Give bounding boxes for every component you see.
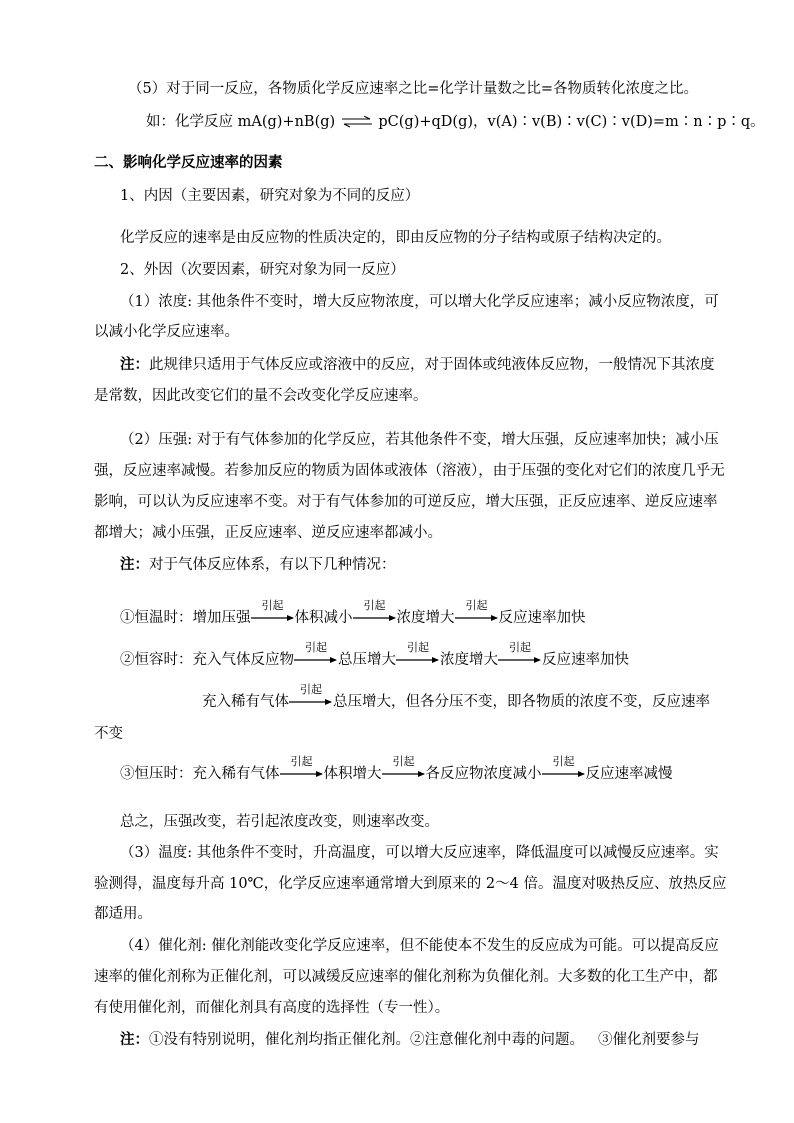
arrow-icon xyxy=(542,755,586,784)
note-line xyxy=(120,1030,584,1050)
section-heading: 二、影响化学反应速率的因素 xyxy=(94,154,283,171)
chain-step: 反应速率加快 xyxy=(498,610,586,626)
note-continuation: ③催化剂要参与 xyxy=(598,1032,700,1048)
text-line: 不变 xyxy=(94,726,123,742)
equation-left: 如：化学反应 mA(g)+nB(g) xyxy=(146,114,336,130)
note-label: 注： xyxy=(120,556,149,573)
text-line: 验测得，温度每升高 10℃，化学反应速率通常增大到原来的 2～4 倍。温度对吸热反应、放热反应 xyxy=(94,876,727,892)
chain-isothermal xyxy=(120,599,586,628)
arrow-label: 引起 xyxy=(392,755,415,768)
arrow-icon xyxy=(289,683,333,712)
text-line: （3）温度: 其他条件不变时，升高温度，可以增大反应速率，降低温度可以减慢反应速率。实 xyxy=(120,845,719,861)
equation-right: pC(g)+qD(g)，v(A)∶v(B)∶v(C)∶v(D)=m∶n∶p∶q。 xyxy=(378,114,765,130)
text-line: 影响，可以认为反应速率不变。对于有气体参加的可逆反应，增大压强，正反应速率、逆反应速率 xyxy=(94,494,718,510)
text-line: （2）压强: 对于有气体参加的化学反应，若其他条件不变，增大压强，反应速率加快；减小压 xyxy=(120,432,719,448)
note-text: 对于气体反应体系，有以下几种情况： xyxy=(149,557,396,573)
text-line: 2、外因（次要因素，研究对象为同一反应） xyxy=(120,262,405,278)
text-line: 是常数，因此改变它们的量不会改变化学反应速率。 xyxy=(94,388,428,404)
arrow-label: 引起 xyxy=(363,599,386,612)
arrow-label: 引起 xyxy=(509,641,531,654)
text-line: 有使用催化剂，而催化剂具有高度的选择性（专一性）。 xyxy=(94,1000,450,1016)
arrow-icon xyxy=(498,641,542,670)
text-line: 都增大；减小压强，正反应速率、逆反应速率都减小。 xyxy=(94,525,442,541)
note-text: 此规律只适用于气体反应或溶液中的反应，对于固体或纯液体反应物，一般情况下其浓度 xyxy=(149,357,715,373)
arrow-icon xyxy=(251,599,295,628)
reversible-arrow-icon xyxy=(340,112,374,132)
arrow-icon xyxy=(294,641,338,670)
text-line: 化学反应的速率是由反应物的性质决定的，即由反应物的分子结构或原子结构决定的。 xyxy=(120,230,671,246)
arrow-icon xyxy=(353,599,397,628)
chain-isobaric xyxy=(120,755,673,784)
arrow-icon xyxy=(382,755,426,784)
arrow-label: 引起 xyxy=(407,641,429,654)
chain-step: 浓度增大 xyxy=(396,610,455,626)
text-line: （4）催化剂: 催化剂能改变化学反应速率，但不能使本不发生的反应成为可能。可以提高反应 xyxy=(120,938,719,954)
text-line: 都适用。 xyxy=(94,906,152,922)
arrow-label: 引起 xyxy=(465,599,488,612)
note-line xyxy=(120,555,396,575)
chain-isochoric xyxy=(120,641,629,670)
arrow-label: 引起 xyxy=(305,641,327,654)
chain-prefix: ①恒温时：增加压强 xyxy=(120,610,251,626)
chain-step: 总压增大 xyxy=(338,652,396,668)
text-line: 1、内因（主要因素，研究对象为不同的反应） xyxy=(120,188,420,204)
arrow-label: 引起 xyxy=(300,683,322,696)
text-line: 总之，压强改变，若引起浓度改变，则速率改变。 xyxy=(120,814,439,830)
arrow-icon xyxy=(280,755,324,784)
text-line: 速率的催化剂称为正催化剂，可以减缓反应速率的催化剂称为负催化剂。大多数的化工生产中，都 xyxy=(94,969,718,985)
chain-isochoric-noble-gas xyxy=(202,683,710,712)
chain-prefix: ③恒压时：充入稀有气体 xyxy=(120,766,280,782)
chain-step: 浓度增大 xyxy=(440,652,498,668)
note-line xyxy=(120,355,715,375)
chain-step: 反应速率加快 xyxy=(542,652,629,668)
arrow-icon xyxy=(396,641,440,670)
chain-prefix: 充入稀有气体 xyxy=(202,694,289,710)
text-line: （5）对于同一反应，各物质化学反应速率之比=化学计量数之比=各物质转化浓度之比。 xyxy=(128,81,699,97)
equation-line xyxy=(146,112,765,132)
arrow-label: 引起 xyxy=(552,755,575,768)
arrow-icon xyxy=(455,599,499,628)
chain-step: 反应速率减慢 xyxy=(585,766,673,782)
chain-step: 总压增大，但各分压不变，即各物质的浓度不变，反应速率 xyxy=(333,694,710,710)
note-label: 注： xyxy=(120,1031,149,1048)
text-line: 强，反应速率减慢。若参加反应的物质为固体或液体（溶液），由于压强的变化对它们的浓度几乎无 xyxy=(94,463,725,479)
chain-prefix: ②恒容时：充入气体反应物 xyxy=(120,652,294,668)
note-text: ①没有特别说明，催化剂均指正催化剂。②注意催化剂中毒的问题。 xyxy=(149,1032,584,1048)
chain-step: 体积减小 xyxy=(294,610,353,626)
arrow-label: 引起 xyxy=(290,755,313,768)
text-line: （1）浓度: 其他条件不变时，增大反应物浓度，可以增大化学反应速率；减小反应物浓度，可 xyxy=(120,294,719,310)
text-line: 以减小化学反应速率。 xyxy=(94,324,239,340)
chain-step: 体积增大 xyxy=(323,766,382,782)
chain-step: 各反应物浓度减小 xyxy=(425,766,542,782)
arrow-label: 引起 xyxy=(261,599,284,612)
note-label: 注： xyxy=(120,356,149,373)
